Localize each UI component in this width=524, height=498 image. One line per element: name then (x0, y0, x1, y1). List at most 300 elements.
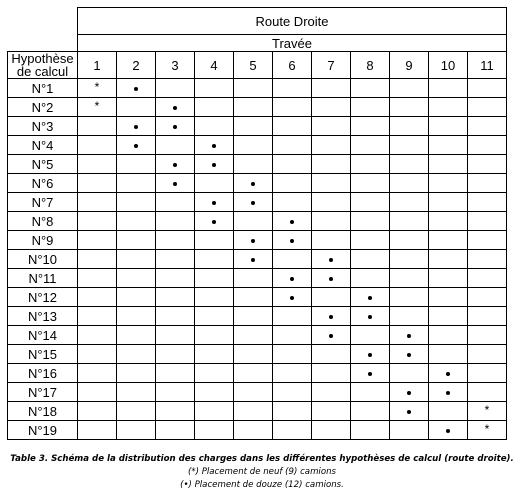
table-cell (312, 250, 351, 269)
table-cell (351, 250, 390, 269)
table-cell (78, 117, 117, 136)
table-cell (234, 269, 273, 288)
span-header-7: 7 (312, 52, 351, 79)
table-cell (351, 174, 390, 193)
table-cell (273, 383, 312, 402)
table-cell (273, 136, 312, 155)
truck-dot-marker (446, 391, 450, 395)
table-cell (429, 364, 468, 383)
table-cell (273, 288, 312, 307)
table-cell (156, 117, 195, 136)
table-cell (156, 212, 195, 231)
span-header-1: 1 (78, 52, 117, 79)
truck-dot-marker (173, 163, 177, 167)
table-cell (156, 155, 195, 174)
hypothesis-label: N°4 (8, 136, 78, 155)
table-cell (195, 345, 234, 364)
table-cell (78, 288, 117, 307)
table-cell (468, 383, 507, 402)
span-header-9: 9 (390, 52, 429, 79)
table-cell (195, 174, 234, 193)
table-cell (468, 98, 507, 117)
table-cell (351, 345, 390, 364)
table-cell (273, 250, 312, 269)
table-cell (78, 212, 117, 231)
truck-dot-marker (212, 144, 216, 148)
table-cell (234, 383, 273, 402)
table-cell (273, 98, 312, 117)
table-cell (429, 288, 468, 307)
table-cell (468, 345, 507, 364)
truck-dot-marker (329, 258, 333, 262)
table-cell (195, 307, 234, 326)
truck-star-marker: * (94, 80, 100, 95)
table-cell (351, 231, 390, 250)
truck-dot-marker (134, 125, 138, 129)
table-cell (390, 383, 429, 402)
table-cell (117, 402, 156, 421)
table-cell (117, 383, 156, 402)
hypothesis-label: N°15 (8, 345, 78, 364)
hypothesis-label: N°6 (8, 174, 78, 193)
table-row (8, 383, 507, 402)
span-header-3: 3 (156, 52, 195, 79)
table-cell (156, 79, 195, 98)
table-cell (78, 231, 117, 250)
table-cell (234, 307, 273, 326)
load-distribution-table (7, 7, 507, 440)
table-cell (312, 98, 351, 117)
table-cell (234, 421, 273, 440)
table-cell (390, 231, 429, 250)
truck-dot-marker (290, 296, 294, 300)
title-row (8, 8, 507, 35)
hypothesis-label: N°19 (8, 421, 78, 440)
truck-dot-marker (368, 296, 372, 300)
table-cell (312, 288, 351, 307)
table-cell (195, 364, 234, 383)
table-cell (195, 250, 234, 269)
table-cell (195, 231, 234, 250)
table-row (8, 326, 507, 345)
hypothesis-label: N°18 (8, 402, 78, 421)
truck-dot-marker (329, 277, 333, 281)
table-cell (117, 364, 156, 383)
truck-star-marker: * (484, 422, 490, 437)
table-caption: Table 3. Schéma de la distribution des charges dans les différentes hypothèses de calcul (route droite). (10, 454, 514, 464)
truck-dot-marker (251, 258, 255, 262)
table-cell (312, 421, 351, 440)
table-cell (429, 174, 468, 193)
table-row (8, 79, 507, 98)
table-cell (429, 307, 468, 326)
truck-dot-marker (329, 315, 333, 319)
table-row (8, 402, 507, 421)
table-cell (78, 269, 117, 288)
table-cell (351, 326, 390, 345)
table-cell (468, 79, 507, 98)
table-cell (234, 212, 273, 231)
table-cell (117, 79, 156, 98)
table-cell (234, 402, 273, 421)
table-row (8, 288, 507, 307)
table-row (8, 345, 507, 364)
table-cell (429, 193, 468, 212)
table-cell (312, 383, 351, 402)
table-cell (234, 79, 273, 98)
hypothesis-label: N°12 (8, 288, 78, 307)
truck-dot-marker (212, 201, 216, 205)
table-cell (234, 345, 273, 364)
truck-dot-marker (446, 429, 450, 433)
hypothesis-label: N°9 (8, 231, 78, 250)
table-cell (273, 231, 312, 250)
table-cell (312, 136, 351, 155)
table-cell (195, 383, 234, 402)
table-cell (195, 117, 234, 136)
table-row (8, 269, 507, 288)
table-cell (156, 364, 195, 383)
table-cell (78, 250, 117, 269)
table-cell (390, 364, 429, 383)
table-cell (351, 402, 390, 421)
truck-dot-marker (251, 201, 255, 205)
table-cell (312, 231, 351, 250)
table-cell (390, 402, 429, 421)
table-cell (429, 421, 468, 440)
table-cell (195, 269, 234, 288)
table-row (8, 155, 507, 174)
hypothesis-header-text: Hypothèse de calcul (11, 51, 74, 79)
truck-dot-marker (134, 87, 138, 91)
table-cell (156, 174, 195, 193)
table-cell (429, 155, 468, 174)
table-cell (468, 326, 507, 345)
truck-dot-marker (290, 220, 294, 224)
table-cell (390, 421, 429, 440)
truck-dot-marker (212, 163, 216, 167)
table-cell (390, 288, 429, 307)
span-group-label: Travée (78, 35, 507, 52)
table-cell (468, 250, 507, 269)
table-cell (234, 288, 273, 307)
table-cell (468, 155, 507, 174)
table-cell (156, 345, 195, 364)
table-cell (195, 326, 234, 345)
table-cell (429, 136, 468, 155)
table-cell (351, 117, 390, 136)
table-cell (429, 231, 468, 250)
table-cell (117, 98, 156, 117)
hypothesis-label: N°1 (8, 79, 78, 98)
table-cell (234, 136, 273, 155)
corner-cell (8, 8, 78, 52)
table-cell (429, 402, 468, 421)
table-cell (468, 364, 507, 383)
table-row (8, 364, 507, 383)
table-cell (273, 345, 312, 364)
table-cell (78, 307, 117, 326)
table-row (8, 307, 507, 326)
table-cell (312, 402, 351, 421)
table-cell (390, 269, 429, 288)
table-cell (156, 402, 195, 421)
hypothesis-label: N°17 (8, 383, 78, 402)
table-cell (312, 174, 351, 193)
table-cell (468, 174, 507, 193)
table-cell (78, 174, 117, 193)
truck-dot-marker (368, 315, 372, 319)
table-cell (273, 193, 312, 212)
table-cell (468, 136, 507, 155)
table-cell (117, 269, 156, 288)
table-cell (273, 174, 312, 193)
table-cell (117, 231, 156, 250)
table-cell (273, 402, 312, 421)
table-cell (273, 212, 312, 231)
table-cell (390, 79, 429, 98)
table-cell (468, 402, 507, 421)
table-cell (117, 288, 156, 307)
hypothesis-label: N°3 (8, 117, 78, 136)
table-cell (78, 79, 117, 98)
span-header-6: 6 (273, 52, 312, 79)
table-cell (156, 288, 195, 307)
table-cell (234, 98, 273, 117)
hypothesis-label: N°8 (8, 212, 78, 231)
table-cell (390, 117, 429, 136)
hypothesis-label: N°5 (8, 155, 78, 174)
table-cell (468, 231, 507, 250)
table-cell (195, 155, 234, 174)
table-cell (156, 383, 195, 402)
table-cell (273, 326, 312, 345)
hypothesis-header (8, 52, 78, 79)
table-cell (351, 307, 390, 326)
table-cell (429, 79, 468, 98)
table-cell (273, 364, 312, 383)
hypothesis-label: N°14 (8, 326, 78, 345)
table-cell (156, 98, 195, 117)
table-cell (234, 117, 273, 136)
table-cell (351, 212, 390, 231)
table-cell (156, 193, 195, 212)
table-cell (117, 250, 156, 269)
table-cell (312, 193, 351, 212)
table-cell (156, 136, 195, 155)
table-cell (117, 307, 156, 326)
table-cell (468, 117, 507, 136)
truck-dot-marker (407, 391, 411, 395)
table-cell (117, 326, 156, 345)
table-title: Route Droite (78, 8, 507, 35)
span-header-2: 2 (117, 52, 156, 79)
table-row (8, 117, 507, 136)
table-cell (156, 269, 195, 288)
table-cell (78, 383, 117, 402)
truck-dot-marker (446, 372, 450, 376)
table-cell (351, 193, 390, 212)
table-cell (429, 117, 468, 136)
span-header-11: 11 (468, 52, 507, 79)
table-row (8, 212, 507, 231)
span-header-4: 4 (195, 52, 234, 79)
truck-star-marker: * (484, 403, 490, 418)
table-cell (468, 307, 507, 326)
table-cell (234, 231, 273, 250)
table-cell (390, 307, 429, 326)
truck-dot-marker (368, 353, 372, 357)
table-cell (78, 136, 117, 155)
table-cell (117, 421, 156, 440)
truck-dot-marker (290, 277, 294, 281)
table-cell (390, 345, 429, 364)
truck-dot-marker (251, 239, 255, 243)
truck-dot-marker (134, 144, 138, 148)
span-header-row (8, 52, 507, 79)
table-row (8, 231, 507, 250)
table-cell (312, 212, 351, 231)
table-cell (234, 193, 273, 212)
table-cell (273, 79, 312, 98)
table-cell (429, 326, 468, 345)
table-cell (195, 98, 234, 117)
table-cell (468, 212, 507, 231)
span-group-row (8, 35, 507, 52)
hypothesis-label: N°10 (8, 250, 78, 269)
table-cell (351, 136, 390, 155)
table-cell (195, 421, 234, 440)
table-cell (312, 79, 351, 98)
table-cell (195, 136, 234, 155)
table-cell (429, 383, 468, 402)
table-cell (312, 117, 351, 136)
table-cell (78, 193, 117, 212)
table-cell (468, 193, 507, 212)
table-row (8, 136, 507, 155)
table-cell (351, 364, 390, 383)
table-cell (429, 212, 468, 231)
table-cell (429, 98, 468, 117)
table-cell (312, 269, 351, 288)
table-cell (273, 421, 312, 440)
table-row (8, 421, 507, 440)
table-cell (156, 307, 195, 326)
truck-dot-marker (173, 125, 177, 129)
table-cell (390, 174, 429, 193)
hypothesis-label: N°11 (8, 269, 78, 288)
table-cell (117, 117, 156, 136)
table-cell (429, 250, 468, 269)
span-header-5: 5 (234, 52, 273, 79)
table-cell (390, 155, 429, 174)
table-cell (234, 155, 273, 174)
table-cell (390, 250, 429, 269)
truck-dot-marker (329, 334, 333, 338)
table-cell (78, 345, 117, 364)
table-cell (195, 288, 234, 307)
table-cell (78, 421, 117, 440)
table-cell (312, 345, 351, 364)
table-cell (117, 136, 156, 155)
table-cell (117, 193, 156, 212)
hypothesis-label: N°2 (8, 98, 78, 117)
table-cell (78, 364, 117, 383)
truck-dot-marker (251, 182, 255, 186)
table-cell (234, 326, 273, 345)
table-cell (195, 212, 234, 231)
table-cell (468, 421, 507, 440)
table-cell (468, 288, 507, 307)
table-cell (351, 269, 390, 288)
table-cell (78, 402, 117, 421)
table-row (8, 174, 507, 193)
table-cell (351, 79, 390, 98)
truck-dot-marker (407, 353, 411, 357)
table-cell (390, 212, 429, 231)
truck-dot-marker (368, 372, 372, 376)
span-header-8: 8 (351, 52, 390, 79)
table-cell (468, 269, 507, 288)
table-cell (156, 421, 195, 440)
table-cell (273, 155, 312, 174)
table-cell (234, 174, 273, 193)
table-cell (312, 307, 351, 326)
table-cell (429, 345, 468, 364)
table-cell (351, 98, 390, 117)
span-header-10: 10 (429, 52, 468, 79)
table-cell (234, 364, 273, 383)
truck-dot-marker (290, 239, 294, 243)
truck-dot-marker (212, 220, 216, 224)
truck-dot-marker (407, 334, 411, 338)
table-cell (351, 288, 390, 307)
hypothesis-label: N°7 (8, 193, 78, 212)
table-cell (156, 250, 195, 269)
truck-star-marker: * (94, 99, 100, 114)
table-cell (195, 402, 234, 421)
table-cell (156, 326, 195, 345)
table-cell (78, 155, 117, 174)
table-cell (117, 212, 156, 231)
table-cell (234, 250, 273, 269)
table-cell (351, 421, 390, 440)
truck-dot-marker (407, 410, 411, 414)
table-cell (195, 79, 234, 98)
hypothesis-label: N°16 (8, 364, 78, 383)
truck-dot-marker (173, 106, 177, 110)
table-row (8, 250, 507, 269)
table-cell (312, 155, 351, 174)
table-cell (390, 193, 429, 212)
table-cell (390, 136, 429, 155)
truck-dot-marker (173, 182, 177, 186)
table-row (8, 98, 507, 117)
table-cell (156, 231, 195, 250)
table-cell (390, 326, 429, 345)
table-cell (78, 98, 117, 117)
table-cell (351, 383, 390, 402)
table-cell (312, 364, 351, 383)
caption-note-star: (*) Placement de neuf (9) camions (187, 467, 337, 477)
table-cell (117, 155, 156, 174)
table-cell (273, 117, 312, 136)
caption-note-dot: (•) Placement de douze (12) camions. (180, 480, 344, 490)
table-cell (351, 155, 390, 174)
table-cell (117, 174, 156, 193)
table-cell (195, 193, 234, 212)
table-cell (78, 326, 117, 345)
